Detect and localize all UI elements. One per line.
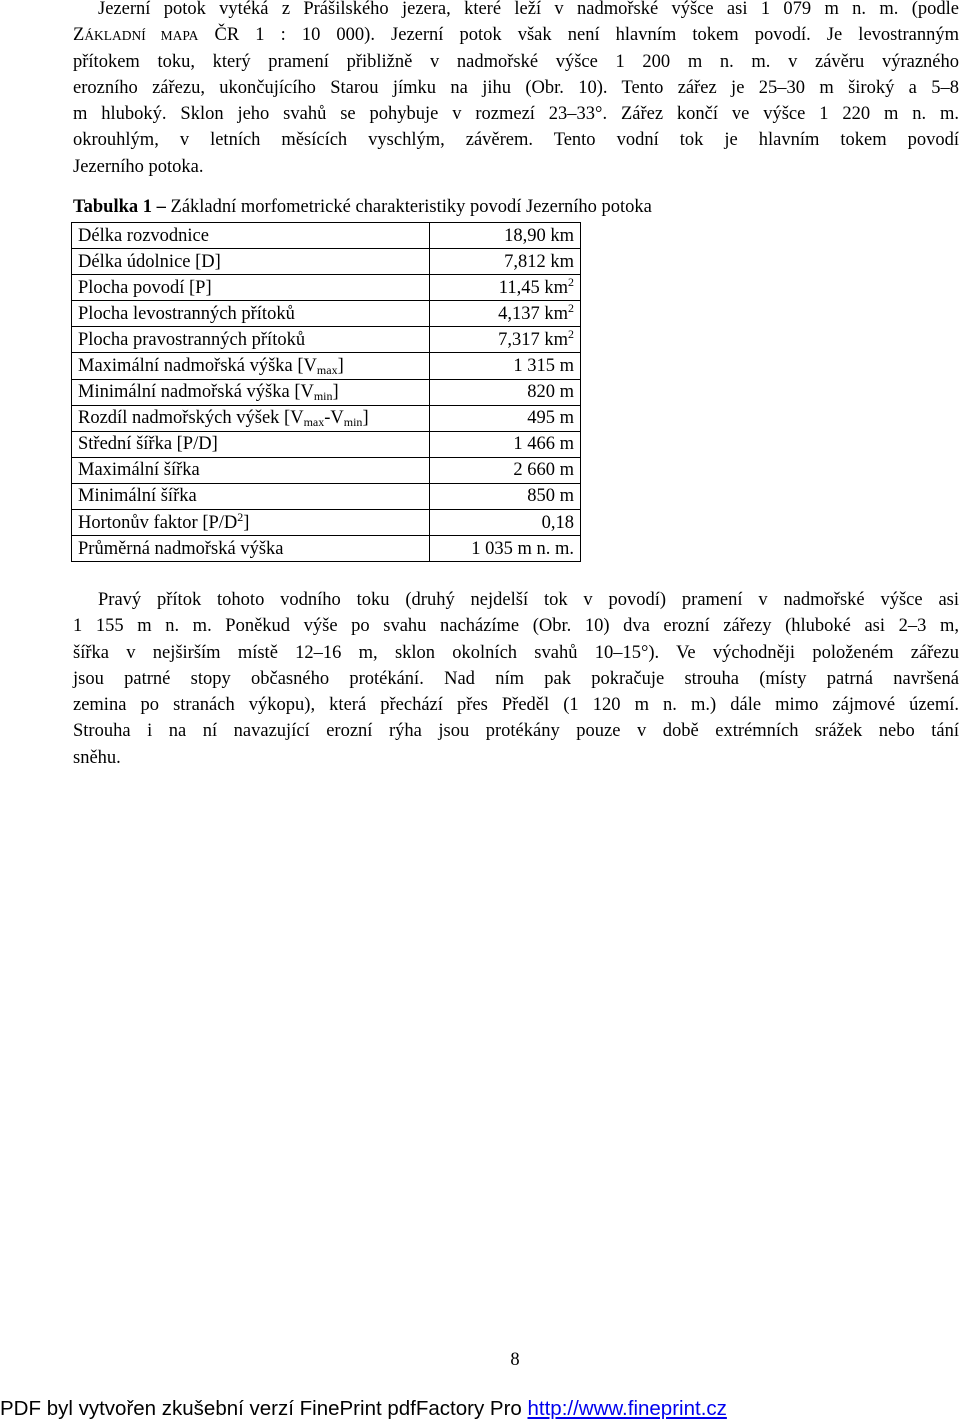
table-caption-text: Základní morfometrické charakteristiky povodí Jezerního potoka (170, 197, 652, 217)
table-row: Plocha povodí [P] 11,45 $km^2$ (72, 275, 581, 301)
table-row: Délka údolnice [D] 7,812 km (72, 249, 581, 275)
table-row: Minimální nadmořská výška $[V_{min}]$ 820 m (72, 379, 581, 405)
text-line: m hluboký. Sklon jeho svahů se pohybuje v rozmezí 23–33°. Zářez končí ve výšce 1 220 m n. m. (73, 104, 959, 125)
text-line: 1 155 m n. m. Poněkud výše po svahu nacházíme (Obr. 10) dva erozní zářezy (hluboké asi 2–3 m, (73, 616, 959, 637)
footer-link[interactable]: http://www.fineprint.cz (527, 1397, 727, 1420)
text-line: přítokem toku, který pramení přibližně v nadmořské výšce 1 200 m n. m. v závěru výrazného (73, 51, 959, 72)
text-line: Jezerní potok vytéká z Prášilského jezera, které leží v nadmořské výšce asi 1 079 m n. m. (podle (98, 0, 959, 19)
page-number: 8 (510, 1350, 520, 1370)
table-row: Maximální nadmořská výška $[V_{max}]$ 1 315 m (72, 353, 581, 379)
table-row: Střední šířka [P/D] 1 466 m (72, 431, 581, 457)
table-row: Rozdíl nadmořských výšek $[V_{max}-V_{min}]$ 495 m (72, 405, 581, 431)
table-caption: Tabulka 1 – Základní morfometrické charakteristiky povodí Jezerního potoka (73, 197, 652, 217)
table-row: Hortonův faktor $[P/D^2]$ 0,18 (72, 510, 581, 536)
table-row: Plocha levostranných přítoků 4,137 $km^2$ (72, 301, 581, 327)
text-line: okrouhlým, v letních měsících vyschlým, závěrem. Tento vodní tok je hlavním tokem povodí (73, 130, 959, 151)
text-line: Pravý přítok tohoto vodního toku (druhý nejdelší tok v povodí) pramení v nadmořské výšce asi (98, 590, 959, 610)
table-row: Délka rozvodnice 18,90 km (72, 223, 581, 249)
table-row: Maximální šířka 2 660 m (72, 457, 581, 483)
table-row: Minimální šířka 850 m (72, 483, 581, 509)
text-line: erozního zářezu, ukončujícího Starou jímku na jihu (Obr. 10). Tento zářez je 25–30 m široký a 5–8 (73, 77, 959, 98)
morphometric-table (71, 222, 581, 562)
text-line: sněhu. (73, 747, 121, 768)
table-row: Průměrná nadmořská výška 1 035 m n. m. (72, 536, 581, 562)
text-line: šířka v nejširším místě 12–16 m, sklon okolních svahů 10–15°). Ve východněji položeném zářezu (73, 642, 959, 663)
table-row: Plocha pravostranných přítoků 7,317 $km^2$ (72, 327, 581, 353)
text-line: jsou patrné stopy občasného protékání. Nad ním pak pokračuje strouha (místy patrná navršená (73, 668, 959, 689)
paragraph-intro (73, 0, 959, 180)
text-line: Strouha i na ní navazující erozní rýha jsou protékány pouze v době extrémních srážek nebo tání (73, 721, 959, 742)
table-caption-label: Tabulka 1 (73, 197, 153, 217)
text-line: ZÁKLADNÍ MAPA ČR 1 : 10 000). Jezerní potok však není hlavním tokem povodí. Je levostranným (73, 25, 960, 46)
text-line: zemina po stranách výkopu), která přechází přes Předěl (1 120 m n. m.) dále mimo zájmové území. (73, 695, 959, 716)
footer-text: PDF byl vytvořen zkušební verzí FinePrint pdfFactory Pro (0, 1397, 528, 1420)
paragraph-right-tributary (73, 587, 959, 771)
footer-watermark (0, 1397, 727, 1421)
text-line: Jezerního potoka. (73, 156, 204, 177)
